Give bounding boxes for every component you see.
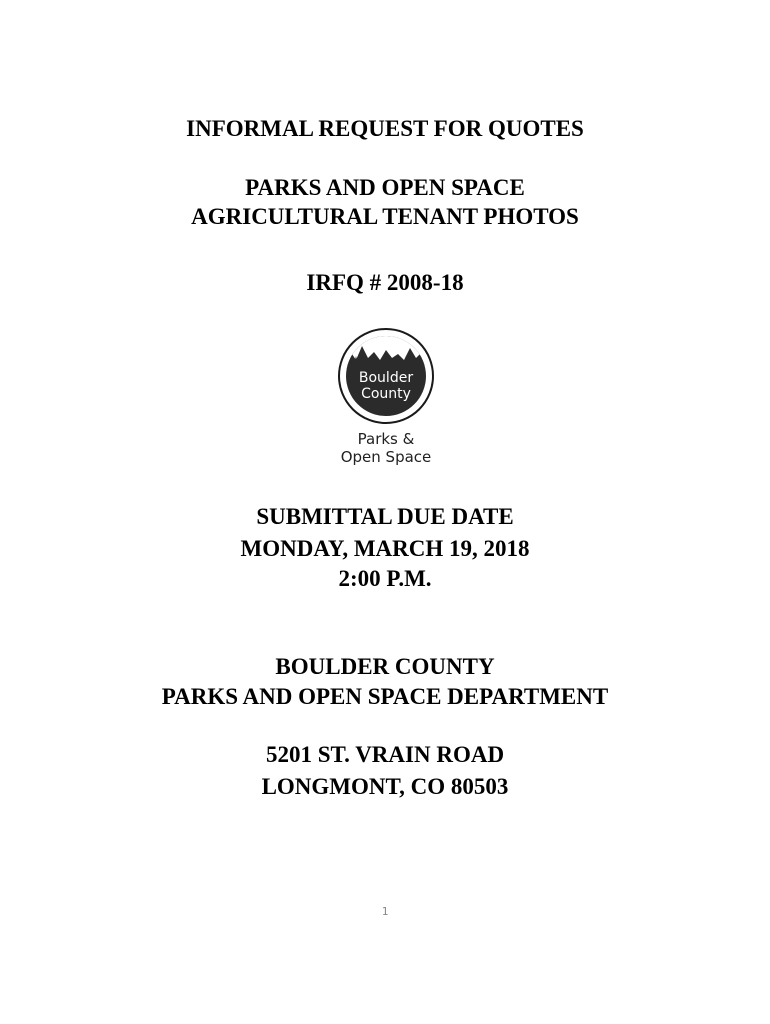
logo-seal <box>338 328 434 424</box>
seal-text-line-2: County <box>361 386 411 402</box>
logo-subtitle-line-2: Open Space <box>340 448 432 466</box>
address-street: 5201 ST. VRAIN ROAD <box>265 742 505 767</box>
due-date: MONDAY, MARCH 19, 2018 <box>240 536 530 561</box>
logo-subtitle-line-1: Parks & <box>357 430 415 448</box>
due-time: 2:00 P.M. <box>338 566 432 591</box>
project-line-2: AGRICULTURAL TENANT PHOTOS <box>191 204 579 229</box>
address-city: LONGMONT, CO 80503 <box>261 774 509 799</box>
department-line-2: PARKS AND OPEN SPACE DEPARTMENT <box>161 684 609 709</box>
seal-text-line-1: Boulder <box>358 370 414 386</box>
page-number: 1 <box>381 905 389 918</box>
document-title: INFORMAL REQUEST FOR QUOTES <box>186 116 584 141</box>
project-line-1: PARKS AND OPEN SPACE <box>245 175 525 200</box>
boulder-county-parks-logo <box>326 328 446 473</box>
due-date-label: SUBMITTAL DUE DATE <box>256 504 514 529</box>
irfq-number: IRFQ # 2008-18 <box>306 270 464 295</box>
logo-seal-inner <box>346 336 426 416</box>
department-line-1: BOULDER COUNTY <box>275 654 495 679</box>
